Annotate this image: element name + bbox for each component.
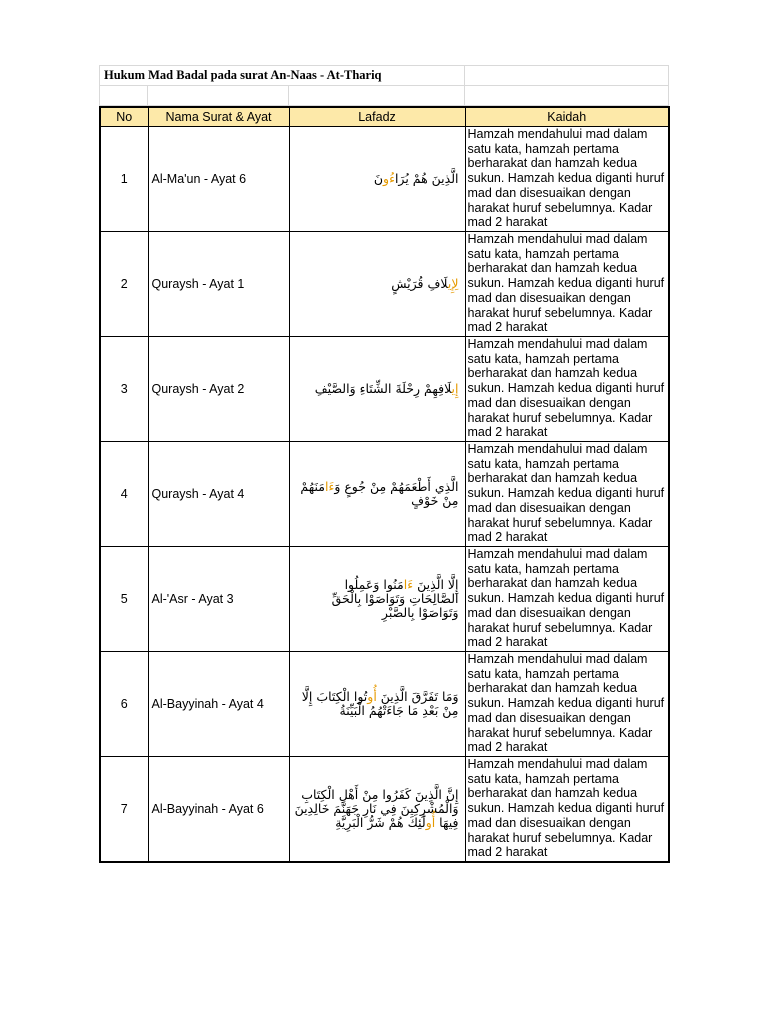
table-row	[100, 337, 669, 442]
table-row	[100, 442, 669, 547]
row-number: 1	[100, 127, 148, 232]
lafadz-segment: الَّذِينَ هُمْ يُرَا	[394, 171, 459, 186]
table-header-row	[100, 107, 669, 127]
empty-cell	[289, 86, 465, 106]
header-surah: Nama Surat & Ayat	[148, 107, 289, 127]
mad-badal-highlight: ءَا	[403, 577, 414, 592]
lafadz-segment: تُوا الْكِتَابَ إِلَّا مِنْ بَعْدِ مَا جَاءَتْهُمُ الْبَيِّنَةُ	[301, 689, 459, 718]
kaidah-text: Hamzah mendahului mad dalam satu kata, hamzah pertama berharakat dan hamzah kedua sukun. Hamzah kedua diganti huruf mad dan disesuaikan dengan harakat huruf sebelumnya. Kadar mad 2 harakat	[465, 127, 669, 232]
surah-ayat: Quraysh - Ayat 1	[148, 232, 289, 337]
lafadz-arabic	[289, 547, 465, 652]
lafadz-segment: الَّذِي أَطْعَمَهُمْ مِنْ جُوعٍ وَ	[334, 479, 459, 494]
row-number: 7	[100, 757, 148, 863]
lafadz-arabic	[289, 127, 465, 232]
lafadz-segment: وَمَا تَفَرَّقَ الَّذِينَ	[376, 689, 459, 704]
surah-ayat: Al-Ma'un - Ayat 6	[148, 127, 289, 232]
row-number: 5	[100, 547, 148, 652]
surah-ayat: Al-Bayyinah - Ayat 6	[148, 757, 289, 863]
kaidah-text: Hamzah mendahului mad dalam satu kata, hamzah pertama berharakat dan hamzah kedua sukun. Hamzah kedua diganti huruf mad dan disesuaikan dengan harakat huruf sebelumnya. Kadar mad 2 harakat	[465, 442, 669, 547]
empty-cell	[100, 86, 148, 106]
table-row	[100, 547, 669, 652]
header-no: No	[100, 107, 148, 127]
lafadz-segment: إِلَّا الَّذِينَ	[413, 577, 459, 592]
mad-badal-highlight: ءُو	[383, 171, 395, 186]
mad-badal-highlight: أُو	[367, 689, 377, 704]
lafadz-arabic	[289, 337, 465, 442]
empty-cell	[465, 86, 669, 106]
table-row	[100, 652, 669, 757]
lafadz-arabic	[289, 232, 465, 337]
header-lafadz: Lafadz	[289, 107, 465, 127]
row-number: 2	[100, 232, 148, 337]
lafadz-segment: مَنُوا وَعَمِلُوا الصَّالِحَاتِ وَتَوَاصَوْا بِالْحَقِّ وَتَوَاصَوْا بِالصَّبْرِ	[331, 577, 459, 620]
lafadz-arabic	[289, 652, 465, 757]
sheet-title: Hukum Mad Badal pada surat An-Naas - At-Thariq	[100, 66, 465, 86]
mad-badal-highlight: أُو	[425, 815, 436, 830]
empty-cell	[465, 66, 669, 86]
mad-badal-table	[99, 106, 670, 863]
surah-ayat: Al-'Asr - Ayat 3	[148, 547, 289, 652]
lafadz-segment: نَ	[373, 171, 384, 186]
spreadsheet	[99, 65, 670, 863]
lafadz-arabic	[289, 757, 465, 863]
mad-badal-highlight: ءَا	[324, 479, 335, 494]
surah-ayat: Quraysh - Ayat 4	[148, 442, 289, 547]
surah-ayat: Quraysh - Ayat 2	[148, 337, 289, 442]
title-grid	[99, 65, 669, 106]
empty-cell	[148, 86, 289, 106]
lafadz-arabic	[289, 442, 465, 547]
row-number: 6	[100, 652, 148, 757]
header-kaidah: Kaidah	[465, 107, 669, 127]
row-number: 4	[100, 442, 148, 547]
kaidah-text: Hamzah mendahului mad dalam satu kata, hamzah pertama berharakat dan hamzah kedua sukun. Hamzah kedua diganti huruf mad dan disesuaikan dengan harakat huruf sebelumnya. Kadar mad 2 harakat	[465, 337, 669, 442]
mad-badal-highlight: إِي	[451, 381, 459, 396]
table-row	[100, 127, 669, 232]
table-row	[100, 232, 669, 337]
lafadz-segment: إِنَّ الَّذِينَ كَفَرُوا مِنْ أَهْلِ الْكِتَابِ وَالْمُشْرِكِينَ فِي نَارِ جَهَنَّمَ خَالِدِينَ فِيهَا	[294, 787, 459, 830]
surah-ayat: Al-Bayyinah - Ayat 4	[148, 652, 289, 757]
kaidah-text: Hamzah mendahului mad dalam satu kata, hamzah pertama berharakat dan hamzah kedua sukun. Hamzah kedua diganti huruf mad dan disesuaikan dengan harakat huruf sebelumnya. Kadar mad 2 harakat	[465, 652, 669, 757]
row-number: 3	[100, 337, 148, 442]
kaidah-text: Hamzah mendahului mad dalam satu kata, hamzah pertama berharakat dan hamzah kedua sukun. Hamzah kedua diganti huruf mad dan disesuaikan dengan harakat huruf sebelumnya. Kadar mad 2 harakat	[465, 232, 669, 337]
lafadz-segment: لَافِهِمْ رِحْلَةَ الشِّتَاءِ وَالصَّيْفِ	[314, 381, 452, 396]
table-row	[100, 757, 669, 863]
kaidah-text: Hamzah mendahului mad dalam satu kata, hamzah pertama berharakat dan hamzah kedua sukun. Hamzah kedua diganti huruf mad dan disesuaikan dengan harakat huruf sebelumnya. Kadar mad 2 harakat	[465, 547, 669, 652]
lafadz-segment: مَنَهُمْ مِنْ خَوْفٍ	[300, 479, 459, 508]
kaidah-text: Hamzah mendahului mad dalam satu kata, hamzah pertama berharakat dan hamzah kedua sukun. Hamzah kedua diganti huruf mad dan disesuaikan dengan harakat huruf sebelumnya. Kadar mad 2 harakat	[465, 757, 669, 863]
lafadz-segment: لَٰئِكَ هُمْ شَرُّ الْبَرِيَّةِ	[335, 815, 426, 830]
lafadz-segment: لَافِ قُرَيْشٍ	[391, 276, 448, 291]
mad-badal-highlight: لِإِي	[447, 276, 459, 291]
